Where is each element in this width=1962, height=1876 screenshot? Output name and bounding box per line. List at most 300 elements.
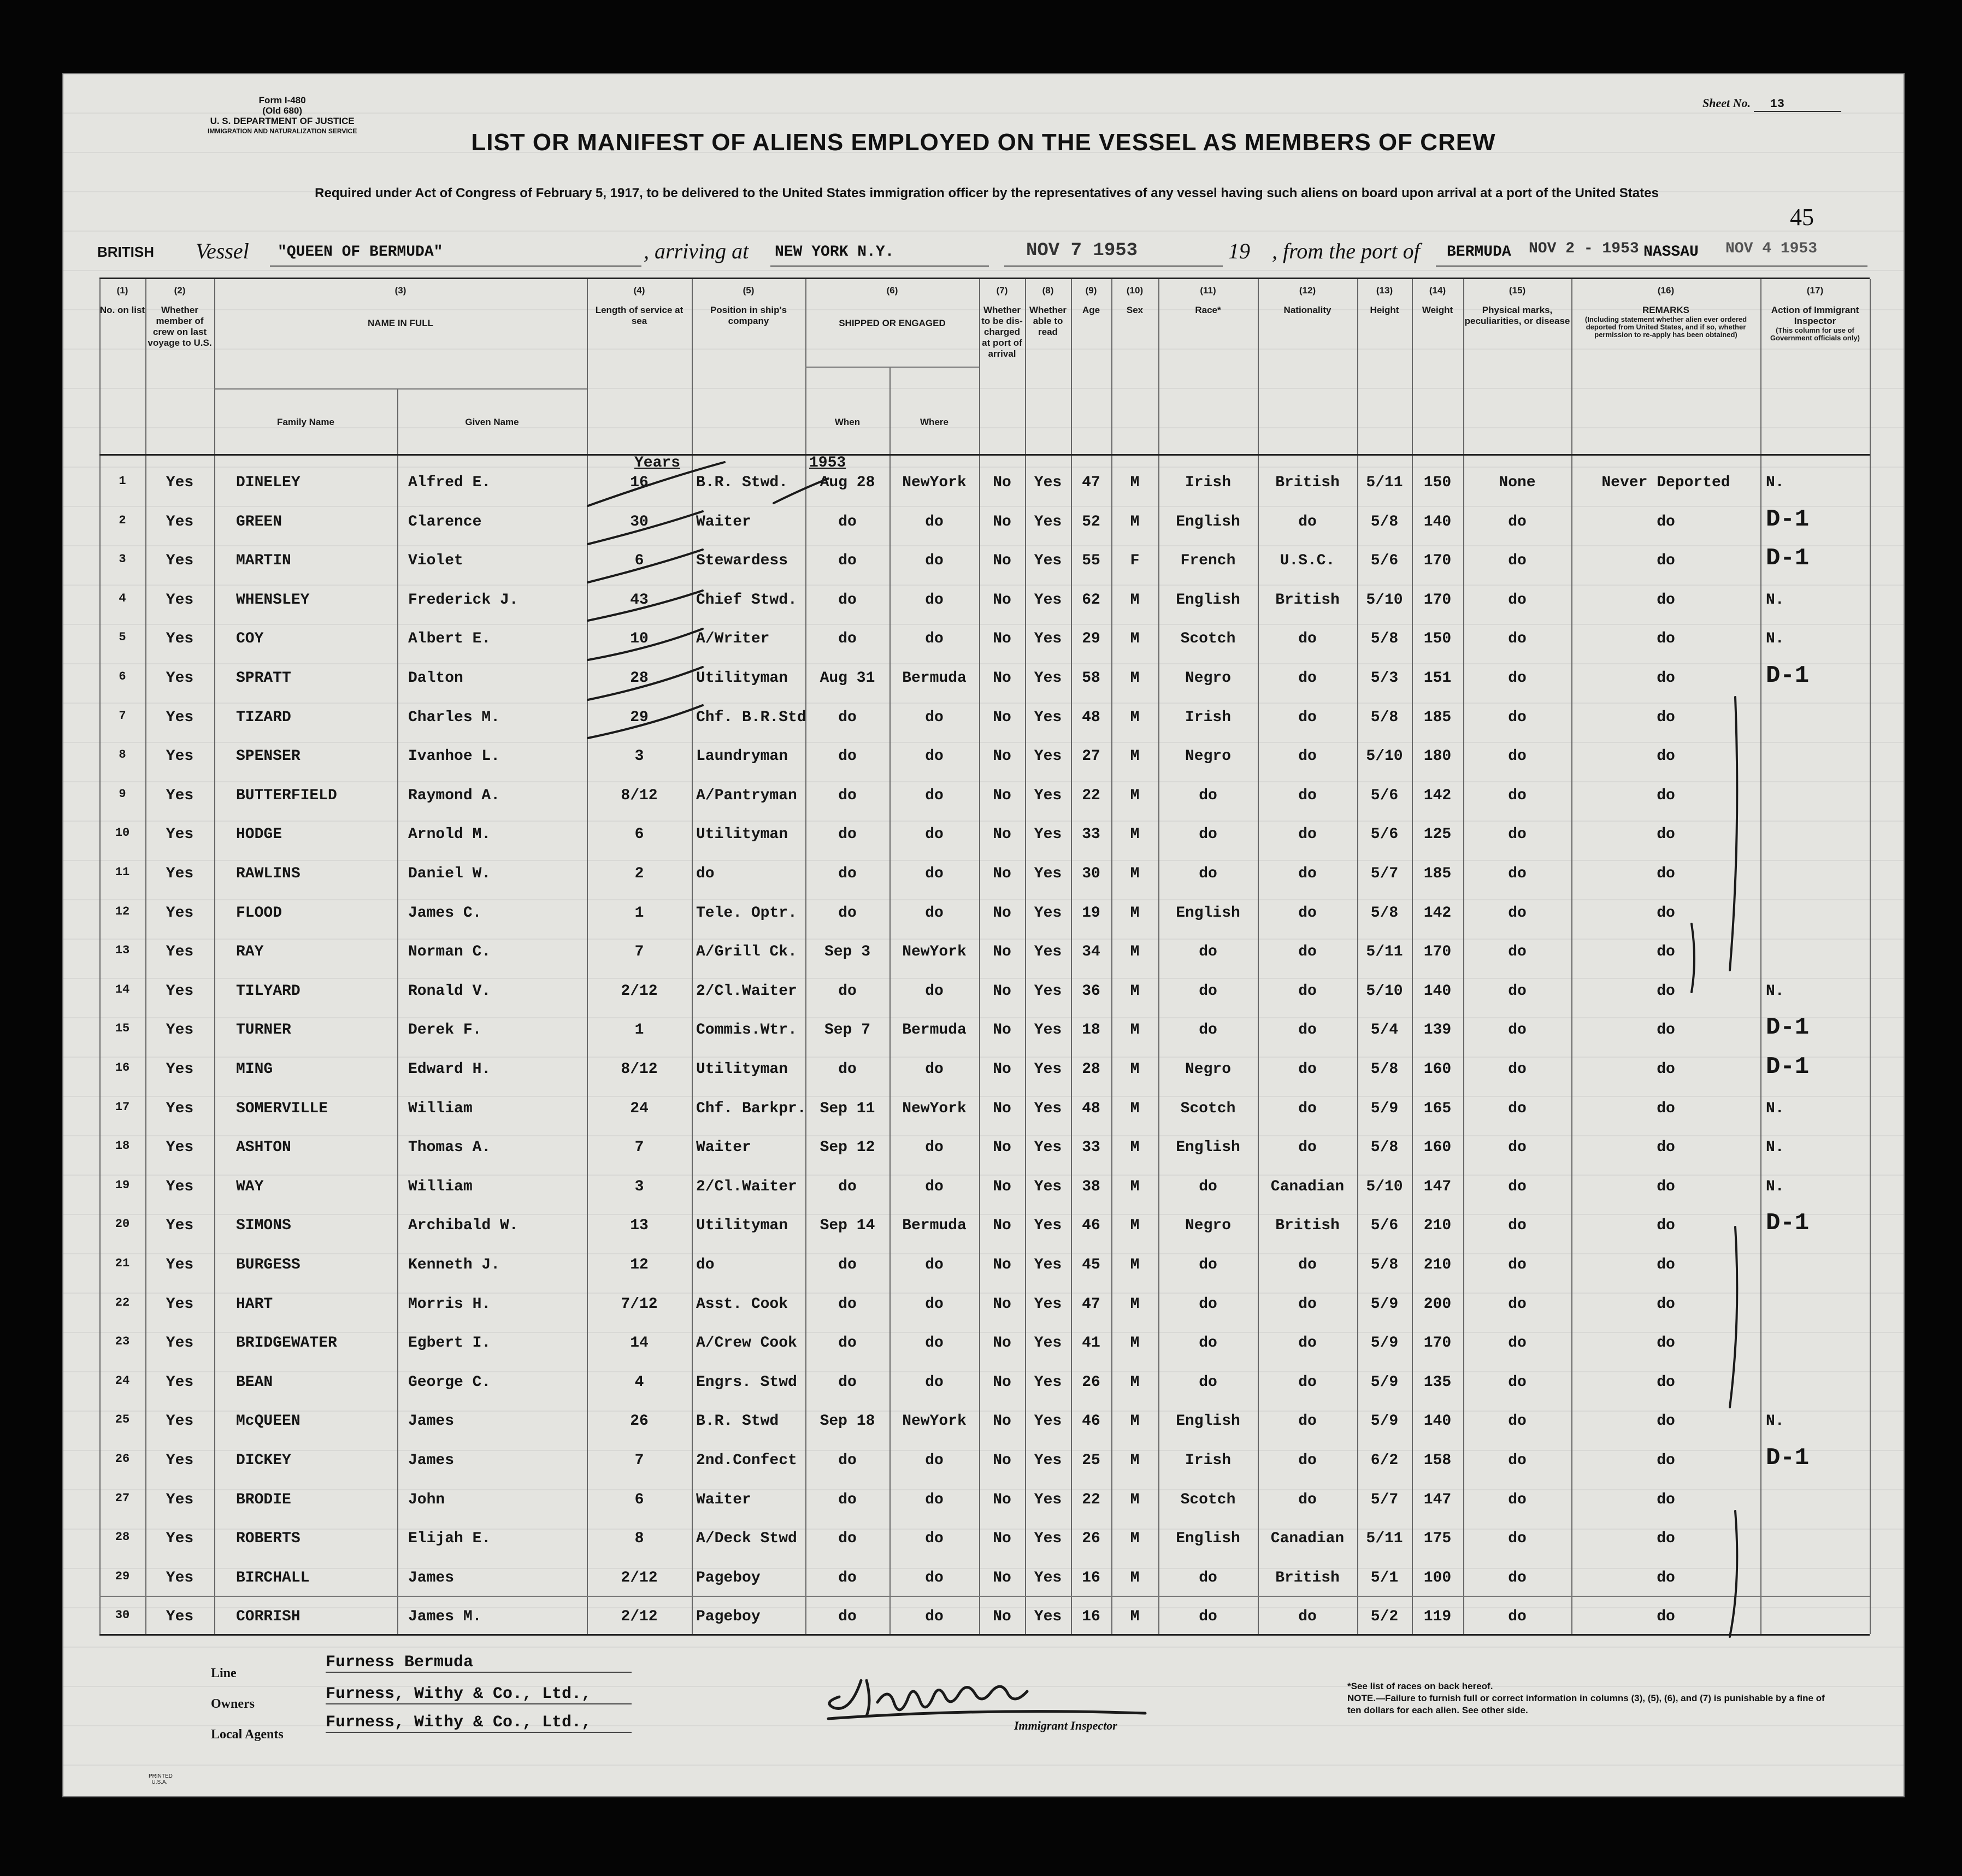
- cell-marks: do: [1508, 1217, 1527, 1234]
- cell-where: do: [925, 787, 944, 804]
- cell-no: 13: [115, 943, 130, 957]
- cell-sex: M: [1130, 865, 1140, 882]
- cell-age: 47: [1082, 1296, 1100, 1313]
- cell-crew: Yes: [166, 592, 194, 609]
- cell-position: Laundryman: [696, 748, 788, 765]
- cell-remarks: Never Deported: [1601, 474, 1730, 491]
- cell-read: Yes: [1034, 1022, 1062, 1039]
- cell-position: Utilityman: [696, 1061, 788, 1078]
- cell-crew: Yes: [166, 1296, 194, 1313]
- cell-given: William: [408, 1100, 473, 1117]
- cell-marks: do: [1508, 670, 1527, 687]
- cell-no: 27: [115, 1491, 130, 1505]
- cell-discharge: No: [993, 787, 1011, 804]
- cell-given: Edward H.: [408, 1061, 491, 1078]
- cell-sex: M: [1130, 709, 1140, 726]
- cell-service: 30: [630, 514, 649, 530]
- service-name: IMMIGRATION AND NATURALIZATION SERVICE: [208, 127, 357, 135]
- cell-family: HART: [236, 1296, 273, 1313]
- cell-weight: 160: [1423, 1061, 1452, 1078]
- cell-when: do: [838, 592, 857, 609]
- cell-read: Yes: [1034, 1570, 1062, 1586]
- cell-no: 21: [115, 1256, 130, 1270]
- column-label: Weight: [1422, 305, 1453, 315]
- cell-where: do: [925, 709, 944, 726]
- cell-position: Utilityman: [696, 826, 788, 843]
- cell-discharge: No: [993, 865, 1011, 882]
- cell-height: 5/6: [1370, 826, 1399, 843]
- cell-height: 5/11: [1366, 1530, 1403, 1547]
- cell-discharge: No: [993, 630, 1011, 647]
- column-label: Whether member of crew on last voyage to U.S.: [148, 305, 212, 348]
- column-label: Sex: [1126, 305, 1144, 315]
- cell-service: 2: [634, 865, 644, 882]
- cell-given: George C.: [408, 1374, 491, 1391]
- cell-height: 5/8: [1370, 1139, 1399, 1156]
- cell-crew: Yes: [166, 1570, 194, 1586]
- cell-action: D-1: [1766, 1053, 1810, 1081]
- cell-nationality: do: [1298, 905, 1317, 922]
- cell-family: CORRISH: [236, 1608, 301, 1625]
- cell-read: Yes: [1034, 787, 1062, 804]
- cell-nationality: do: [1298, 709, 1317, 726]
- cell-family: RAY: [236, 943, 264, 960]
- cell-race: Scotch: [1180, 1491, 1236, 1508]
- column-label: Height: [1370, 305, 1399, 315]
- cell-where: do: [925, 1139, 944, 1156]
- year-prefix: 19: [1228, 239, 1250, 263]
- cell-read: Yes: [1034, 1178, 1062, 1195]
- cell-position: Pageboy: [696, 1570, 761, 1586]
- cell-weight: 210: [1423, 1217, 1452, 1234]
- cell-crew: Yes: [166, 1608, 194, 1625]
- cell-remarks: do: [1657, 1217, 1675, 1234]
- column-subheader: Where: [920, 417, 948, 427]
- agents-value: Furness, Withy & Co., Ltd.,: [326, 1713, 632, 1733]
- cell-position: A/Writer: [696, 630, 770, 647]
- cell-age: 33: [1082, 826, 1100, 843]
- cell-marks: do: [1508, 826, 1527, 843]
- cell-family: WHENSLEY: [236, 592, 310, 609]
- cell-discharge: No: [993, 1335, 1011, 1352]
- cell-weight: 135: [1423, 1374, 1452, 1391]
- cell-where: Bermuda: [902, 1022, 967, 1039]
- column-label: NAME IN FULL: [368, 318, 433, 328]
- cell-weight: 170: [1423, 592, 1452, 609]
- cell-no: 1: [119, 474, 126, 488]
- cell-family: HODGE: [236, 826, 282, 843]
- cell-age: 26: [1082, 1374, 1100, 1391]
- owners-value: Furness, Withy & Co., Ltd.,: [326, 1685, 632, 1704]
- cell-weight: 142: [1423, 787, 1452, 804]
- footnotes: [1347, 1680, 1839, 1716]
- cell-race: Negro: [1185, 670, 1231, 687]
- cell-marks: do: [1508, 1608, 1527, 1625]
- column-number: (11): [1200, 285, 1216, 296]
- cell-race: English: [1176, 592, 1240, 609]
- cell-sex: M: [1130, 1296, 1140, 1313]
- cell-discharge: No: [993, 670, 1011, 687]
- cell-sex: M: [1130, 670, 1140, 687]
- cell-age: 47: [1082, 474, 1100, 491]
- cell-service: 8/12: [621, 1061, 658, 1078]
- column-number: (3): [394, 285, 406, 296]
- cell-where: do: [925, 983, 944, 1000]
- cell-discharge: No: [993, 1100, 1011, 1117]
- column-label: Position in ship's company: [710, 305, 787, 326]
- cell-service: 7: [634, 1452, 644, 1469]
- cell-nationality: do: [1298, 1022, 1317, 1039]
- cell-sex: M: [1130, 1608, 1140, 1625]
- cell-age: 58: [1082, 670, 1100, 687]
- cell-position: B.R. Stwd: [696, 1413, 779, 1430]
- cell-race: English: [1176, 1413, 1240, 1430]
- cell-service: 4: [634, 1374, 644, 1391]
- column-number: (14): [1429, 285, 1446, 296]
- cell-where: Bermuda: [902, 1217, 967, 1234]
- cell-when: do: [838, 905, 857, 922]
- cell-height: 5/8: [1370, 630, 1399, 647]
- cell-height: 5/10: [1366, 748, 1403, 765]
- cell-race: Irish: [1185, 1452, 1231, 1469]
- cell-read: Yes: [1034, 905, 1062, 922]
- cell-nationality: do: [1298, 1139, 1317, 1156]
- cell-where: do: [925, 552, 944, 569]
- inspector-label: Immigrant Inspector: [1014, 1719, 1117, 1732]
- column-label: Physical marks, peculiarities, or disease: [1464, 305, 1570, 326]
- cell-remarks: do: [1657, 1335, 1675, 1352]
- cell-sex: M: [1130, 905, 1140, 922]
- cell-no: 12: [115, 905, 130, 918]
- cell-sex: M: [1130, 748, 1140, 765]
- cell-crew: Yes: [166, 474, 194, 491]
- column-subheader: When: [834, 417, 861, 427]
- cell-discharge: No: [993, 1452, 1011, 1469]
- cell-given: Ivanhoe L.: [408, 748, 500, 765]
- cell-crew: Yes: [166, 1374, 194, 1391]
- cell-family: BIRCHALL: [236, 1570, 310, 1586]
- cell-remarks: do: [1657, 1491, 1675, 1508]
- cell-where: NewYork: [902, 1100, 967, 1117]
- cell-marks: do: [1508, 1100, 1527, 1117]
- cell-read: Yes: [1034, 552, 1062, 569]
- page-number: 45: [1790, 204, 1814, 231]
- cell-discharge: No: [993, 474, 1011, 491]
- cell-where: do: [925, 905, 944, 922]
- cell-nationality: U.S.C.: [1280, 552, 1335, 569]
- cell-service: 29: [630, 709, 649, 726]
- cell-service: 43: [630, 592, 649, 609]
- cell-given: John: [408, 1491, 445, 1508]
- cell-given: James: [408, 1452, 455, 1469]
- cell-crew: Yes: [166, 1413, 194, 1430]
- cell-crew: Yes: [166, 1178, 194, 1195]
- cell-family: GREEN: [236, 514, 282, 530]
- cell-when: do: [838, 1491, 857, 1508]
- cell-age: 52: [1082, 514, 1100, 530]
- arrival-date-stamp: NOV 7 1953: [1026, 240, 1138, 261]
- cell-when: Sep 11: [820, 1100, 875, 1117]
- cell-discharge: No: [993, 552, 1011, 569]
- cell-when: do: [838, 1570, 857, 1586]
- cell-service: 2/12: [621, 983, 658, 1000]
- cell-race: do: [1199, 1022, 1217, 1039]
- agents-label: Local Agents: [211, 1727, 284, 1742]
- cell-nationality: do: [1298, 1256, 1317, 1273]
- cell-given: Morris H.: [408, 1296, 491, 1313]
- cell-crew: Yes: [166, 1256, 194, 1273]
- cell-no: 30: [115, 1608, 130, 1622]
- cell-height: 5/9: [1370, 1335, 1399, 1352]
- cell-no: 3: [119, 552, 126, 566]
- cell-read: Yes: [1034, 1530, 1062, 1547]
- cell-sex: M: [1130, 983, 1140, 1000]
- cell-discharge: No: [993, 1061, 1011, 1078]
- cell-position: Utilityman: [696, 670, 788, 687]
- vessel-name: "QUEEN OF BERMUDA": [278, 244, 443, 261]
- cell-sex: M: [1130, 1374, 1140, 1391]
- cell-position: do: [696, 865, 715, 882]
- cell-family: ASHTON: [236, 1139, 291, 1156]
- cell-nationality: do: [1298, 1491, 1317, 1508]
- column-number: (16): [1657, 285, 1675, 296]
- cell-read: Yes: [1034, 1256, 1062, 1273]
- cell-position: Asst. Cook: [696, 1296, 788, 1313]
- cell-family: BEAN: [236, 1374, 273, 1391]
- arriving-label: , arriving at: [644, 239, 749, 263]
- cell-action: N.: [1766, 1178, 1784, 1195]
- sheet-number-value: 13: [1754, 97, 1841, 112]
- cell-when: Sep 18: [820, 1413, 875, 1430]
- cell-remarks: do: [1657, 709, 1675, 726]
- cell-nationality: do: [1298, 865, 1317, 882]
- cell-height: 5/3: [1370, 670, 1399, 687]
- cell-action: D-1: [1766, 1444, 1810, 1472]
- column-number: (1): [116, 285, 128, 296]
- cell-race: English: [1176, 514, 1240, 530]
- vessel-flag: BRITISH: [97, 244, 154, 260]
- cell-discharge: No: [993, 1608, 1011, 1625]
- cell-given: Kenneth J.: [408, 1256, 500, 1273]
- cell-marks: do: [1508, 787, 1527, 804]
- cell-read: Yes: [1034, 670, 1062, 687]
- cell-when: do: [838, 1296, 857, 1313]
- cell-action: N.: [1766, 983, 1784, 1000]
- cell-age: 34: [1082, 943, 1100, 960]
- cell-crew: Yes: [166, 1061, 194, 1078]
- cell-action: N.: [1766, 630, 1784, 647]
- cell-crew: Yes: [166, 1139, 194, 1156]
- cell-family: SOMERVILLE: [236, 1100, 328, 1117]
- cell-height: 5/4: [1370, 1022, 1399, 1039]
- column-label: Age: [1082, 305, 1100, 315]
- cell-height: 5/9: [1370, 1100, 1399, 1117]
- cell-weight: 165: [1423, 1100, 1452, 1117]
- column-label: SHIPPED OR ENGAGED: [839, 318, 946, 328]
- cell-height: 5/7: [1370, 1491, 1399, 1508]
- cell-marks: do: [1508, 943, 1527, 960]
- cell-given: Thomas A.: [408, 1139, 491, 1156]
- cell-height: 5/6: [1370, 552, 1399, 569]
- cell-sex: M: [1130, 474, 1140, 491]
- cell-family: COY: [236, 630, 264, 647]
- cell-no: 24: [115, 1374, 130, 1388]
- cell-discharge: No: [993, 1022, 1011, 1039]
- cell-position: Chf. Barkpr.: [696, 1100, 806, 1117]
- cell-marks: None: [1499, 474, 1536, 491]
- cell-age: 25: [1082, 1452, 1100, 1469]
- cell-service: 2/12: [621, 1570, 658, 1586]
- cell-remarks: do: [1657, 630, 1675, 647]
- cell-service: 7: [634, 1139, 644, 1156]
- cell-height: 5/8: [1370, 905, 1399, 922]
- cell-height: 5/6: [1370, 787, 1399, 804]
- cell-age: 48: [1082, 1100, 1100, 1117]
- cell-nationality: do: [1298, 514, 1317, 530]
- cell-nationality: do: [1298, 748, 1317, 765]
- cell-when: do: [838, 709, 857, 726]
- cell-nationality: do: [1298, 1374, 1317, 1391]
- cell-family: SIMONS: [236, 1217, 291, 1234]
- cell-where: NewYork: [902, 1413, 967, 1430]
- cell-race: Irish: [1185, 709, 1231, 726]
- document-subtitle: Required under Act of Congress of February 5, 1917, to be delivered to the United States immigration officer by the representatives of any vessel having such aliens on board upon arrival at a port of the United States: [315, 186, 1659, 200]
- cell-when: do: [838, 983, 857, 1000]
- cell-age: 46: [1082, 1217, 1100, 1234]
- cell-service: 2/12: [621, 1608, 658, 1625]
- cell-remarks: do: [1657, 787, 1675, 804]
- cell-crew: Yes: [166, 943, 194, 960]
- second-port: NASSAU: [1643, 244, 1699, 261]
- arriving-port: NEW YORK N.Y.: [775, 244, 894, 261]
- cell-action: D-1: [1766, 506, 1810, 533]
- column-number: (13): [1376, 285, 1393, 296]
- cell-position: Chief Stwd.: [696, 592, 797, 609]
- cell-crew: Yes: [166, 709, 194, 726]
- handwriting-overlay: [63, 74, 1904, 1796]
- cell-action: D-1: [1766, 662, 1810, 689]
- cell-age: 16: [1082, 1608, 1100, 1625]
- cell-nationality: do: [1298, 1335, 1317, 1352]
- cell-remarks: do: [1657, 1570, 1675, 1586]
- cell-action: D-1: [1766, 1210, 1810, 1237]
- cell-position: 2nd.Confect: [696, 1452, 797, 1469]
- cell-height: 5/8: [1370, 709, 1399, 726]
- cell-remarks: do: [1657, 1139, 1675, 1156]
- cell-position: Waiter: [696, 1491, 751, 1508]
- cell-crew: Yes: [166, 1022, 194, 1039]
- cell-remarks: do: [1657, 748, 1675, 765]
- cell-height: 5/11: [1366, 474, 1403, 491]
- cell-discharge: No: [993, 943, 1011, 960]
- cell-action: N.: [1766, 474, 1784, 491]
- cell-discharge: No: [993, 709, 1011, 726]
- column-number: (10): [1126, 285, 1144, 296]
- cell-sex: M: [1130, 592, 1140, 609]
- cell-remarks: do: [1657, 1608, 1675, 1625]
- race-note: *See list of races on back hereof.: [1347, 1681, 1493, 1691]
- cell-when: do: [838, 552, 857, 569]
- manifest-sheet: [63, 74, 1904, 1796]
- cell-sex: M: [1130, 1452, 1140, 1469]
- cell-age: 41: [1082, 1335, 1100, 1352]
- cell-marks: do: [1508, 1296, 1527, 1313]
- cell-action: N.: [1766, 1139, 1784, 1156]
- cell-given: Albert E.: [408, 630, 491, 647]
- cell-family: BUTTERFIELD: [236, 787, 337, 804]
- column-note: (This column for use of Government officials only): [1770, 326, 1860, 342]
- cell-no: 15: [115, 1022, 130, 1035]
- cell-where: do: [925, 748, 944, 765]
- column-number: (9): [1085, 285, 1097, 296]
- cell-height: 5/8: [1370, 1256, 1399, 1273]
- cell-no: 7: [119, 709, 126, 723]
- cell-weight: 125: [1423, 826, 1452, 843]
- column-subheader: Family Name: [277, 417, 334, 427]
- cell-race: do: [1199, 1570, 1217, 1586]
- cell-remarks: do: [1657, 552, 1675, 569]
- cell-height: 5/10: [1366, 592, 1403, 609]
- cell-given: William: [408, 1178, 473, 1195]
- cell-crew: Yes: [166, 552, 194, 569]
- cell-service: 10: [630, 630, 649, 647]
- cell-age: 22: [1082, 1491, 1100, 1508]
- line-label: Line: [211, 1666, 237, 1680]
- cell-height: 5/11: [1366, 943, 1403, 960]
- cell-sex: M: [1130, 1413, 1140, 1430]
- cell-age: 62: [1082, 592, 1100, 609]
- cell-discharge: No: [993, 1530, 1011, 1547]
- cell-weight: 180: [1423, 748, 1452, 765]
- cell-read: Yes: [1034, 1139, 1062, 1156]
- cell-position: Utilityman: [696, 1217, 788, 1234]
- cell-family: TILYARD: [236, 983, 301, 1000]
- cell-when: do: [838, 787, 857, 804]
- cell-family: SPENSER: [236, 748, 301, 765]
- cell-service: 14: [630, 1335, 649, 1352]
- cell-sex: M: [1130, 1256, 1140, 1273]
- cell-crew: Yes: [166, 787, 194, 804]
- cell-given: Raymond A.: [408, 787, 500, 804]
- cell-action: N.: [1766, 592, 1784, 609]
- cell-nationality: do: [1298, 1100, 1317, 1117]
- cell-given: Ronald V.: [408, 983, 491, 1000]
- cell-race: Negro: [1185, 1217, 1231, 1234]
- cell-when: do: [838, 865, 857, 882]
- cell-sex: M: [1130, 787, 1140, 804]
- cell-marks: do: [1508, 709, 1527, 726]
- cell-age: 30: [1082, 865, 1100, 882]
- cell-when: do: [838, 1530, 857, 1547]
- cell-sex: M: [1130, 1022, 1140, 1039]
- cell-discharge: No: [993, 1178, 1011, 1195]
- cell-nationality: do: [1298, 670, 1317, 687]
- cell-service: 7: [634, 943, 644, 960]
- cell-weight: 158: [1423, 1452, 1452, 1469]
- printer-mark: PRINTED U.S.A.: [149, 1773, 173, 1785]
- cell-remarks: do: [1657, 1100, 1675, 1117]
- cell-nationality: do: [1298, 943, 1317, 960]
- cell-read: Yes: [1034, 709, 1062, 726]
- cell-weight: 140: [1423, 1413, 1452, 1430]
- cell-discharge: No: [993, 1374, 1011, 1391]
- cell-remarks: do: [1657, 1296, 1675, 1313]
- cell-height: 5/9: [1370, 1413, 1399, 1430]
- column-number: (15): [1509, 285, 1526, 296]
- cell-nationality: do: [1298, 1296, 1317, 1313]
- cell-where: NewYork: [902, 474, 967, 491]
- cell-remarks: do: [1657, 905, 1675, 922]
